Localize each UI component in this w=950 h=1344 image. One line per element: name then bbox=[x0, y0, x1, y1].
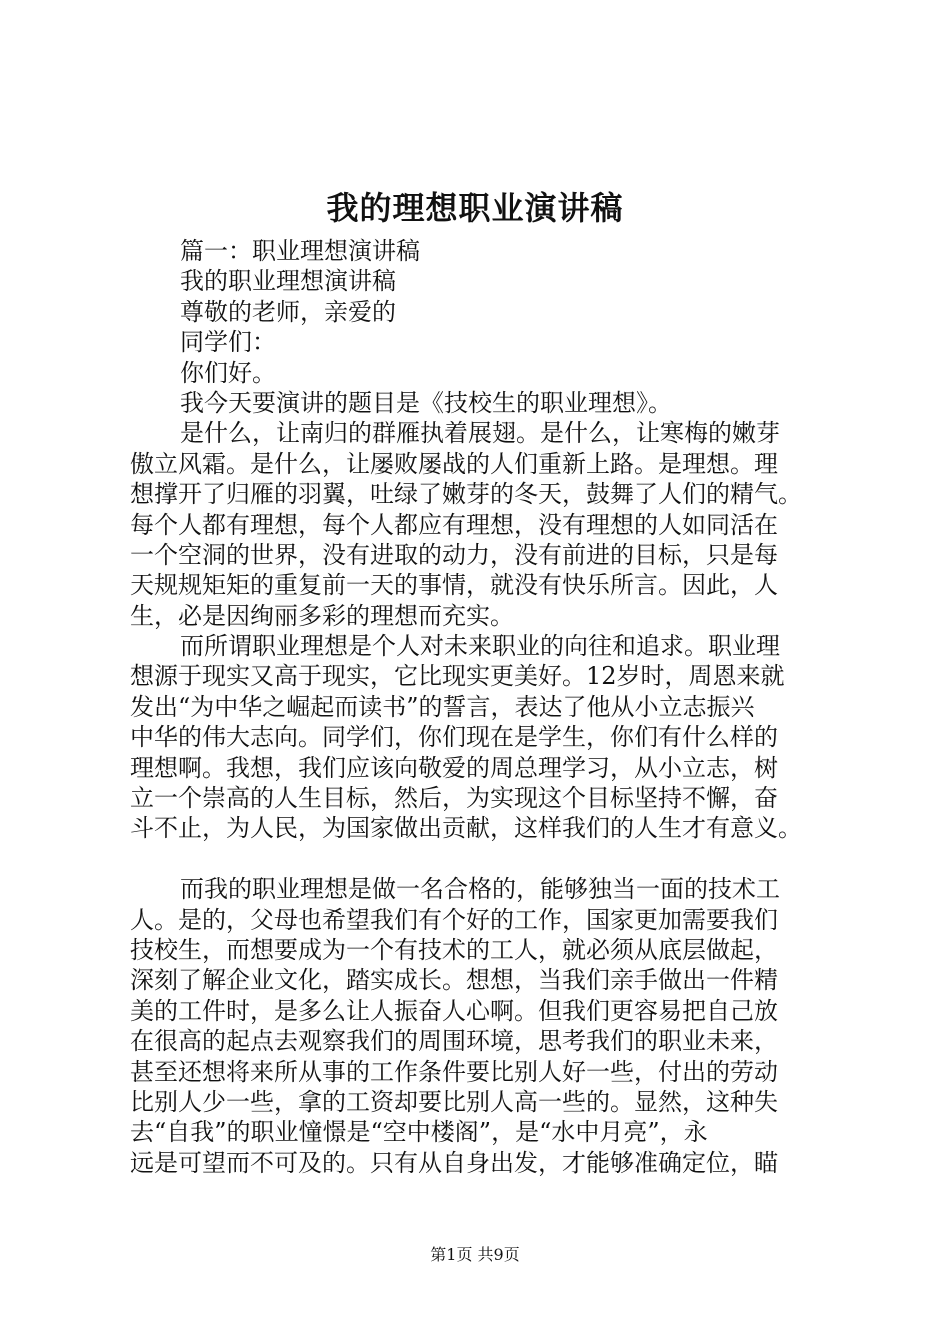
page-title: 我的理想职业演讲稿 bbox=[326, 189, 624, 227]
text-line: 技校生，而想要成为一个有技术的工人，就必须从底层做起， bbox=[130, 935, 778, 964]
text-line: 而我的职业理想是做一名合格的，能够独当一面的技术工 bbox=[180, 875, 780, 904]
text-line: 而所谓职业理想是个人对未来职业的向往和追求。职业理 bbox=[180, 632, 780, 661]
text-line: 一个空洞的世界，没有进取的动力，没有前进的目标，只是每 bbox=[130, 540, 778, 569]
text-line: 远是可望而不可及的。只有从自身出发，才能够准确定位，瞄 bbox=[130, 1148, 778, 1177]
text-line: 我的职业理想演讲稿 bbox=[180, 267, 396, 296]
text-line: 比别人少一些，拿的工资却要比别人高一些的。显然，这种失 bbox=[130, 1087, 778, 1116]
text-line: 去“自我”的职业憧憬是“空中楼阁”，是“水中月亮”，永 bbox=[130, 1118, 708, 1147]
page-number: 第1页 共9页 bbox=[430, 1245, 520, 1264]
text-line: 想撑开了归雁的羽翼，吐绿了嫩芽的冬天，鼓舞了人们的精气。 bbox=[130, 480, 802, 509]
blank-line bbox=[130, 844, 832, 874]
text-line: 人。是的，父母也希望我们有个好的工作，国家更加需要我们 bbox=[130, 905, 778, 934]
text-line: 甚至还想将来所从事的工作条件要比别人好一些，付出的劳动 bbox=[130, 1057, 778, 1086]
text-line: 生，必是因绚丽多彩的理想而充实。 bbox=[130, 601, 514, 630]
text-line: 想源于现实又高于现实，它比现实更美好。12岁时，周恩来就 bbox=[130, 662, 785, 691]
text-line: 中华的伟大志向。同学们，你们现在是学生，你们有什么样的 bbox=[130, 723, 778, 752]
text-line: 斗不止，为人民，为国家做出贡献，这样我们的人生才有意义。 bbox=[130, 814, 802, 843]
text-line: 美的工件时，是多么让人振奋人心啊。但我们更容易把自己放 bbox=[130, 996, 778, 1025]
text-line: 每个人都有理想，每个人都应有理想，没有理想的人如同活在 bbox=[130, 510, 778, 539]
text-line: 篇一：职业理想演讲稿 bbox=[180, 237, 420, 265]
text-line: 深刻了解企业文化，踏实成长。想想，当我们亲手做出一件精 bbox=[130, 966, 778, 995]
text-line: 发出“为中华之崛起而读书”的誓言，表达了他从小立志振兴 bbox=[130, 692, 755, 721]
document-body bbox=[130, 236, 832, 1178]
text-line: 理想啊。我想，我们应该向敬爱的周总理学习，从小立志，树 bbox=[130, 753, 778, 782]
text-line: 天规规矩矩的重复前一天的事情，就没有快乐所言。因此，人 bbox=[130, 571, 778, 600]
text-line: 我今天要演讲的题目是《技校生的职业理想》。 bbox=[180, 388, 672, 417]
text-line: 立一个崇高的人生目标，然后，为实现这个目标坚持不懈，奋 bbox=[130, 784, 778, 813]
text-line: 同学们： bbox=[180, 328, 276, 357]
text-line: 尊敬的老师，亲爱的 bbox=[180, 297, 396, 326]
text-line: 在很高的起点去观察我们的周围环境，思考我们的职业未来， bbox=[130, 1027, 778, 1056]
text-line: 傲立风霜。是什么，让屡败屡战的人们重新上路。是理想。理 bbox=[130, 449, 778, 478]
text-line: 你们好。 bbox=[180, 358, 276, 387]
text-line: 是什么，让南归的群雁执着展翅。是什么，让寒梅的嫩芽 bbox=[180, 419, 780, 448]
